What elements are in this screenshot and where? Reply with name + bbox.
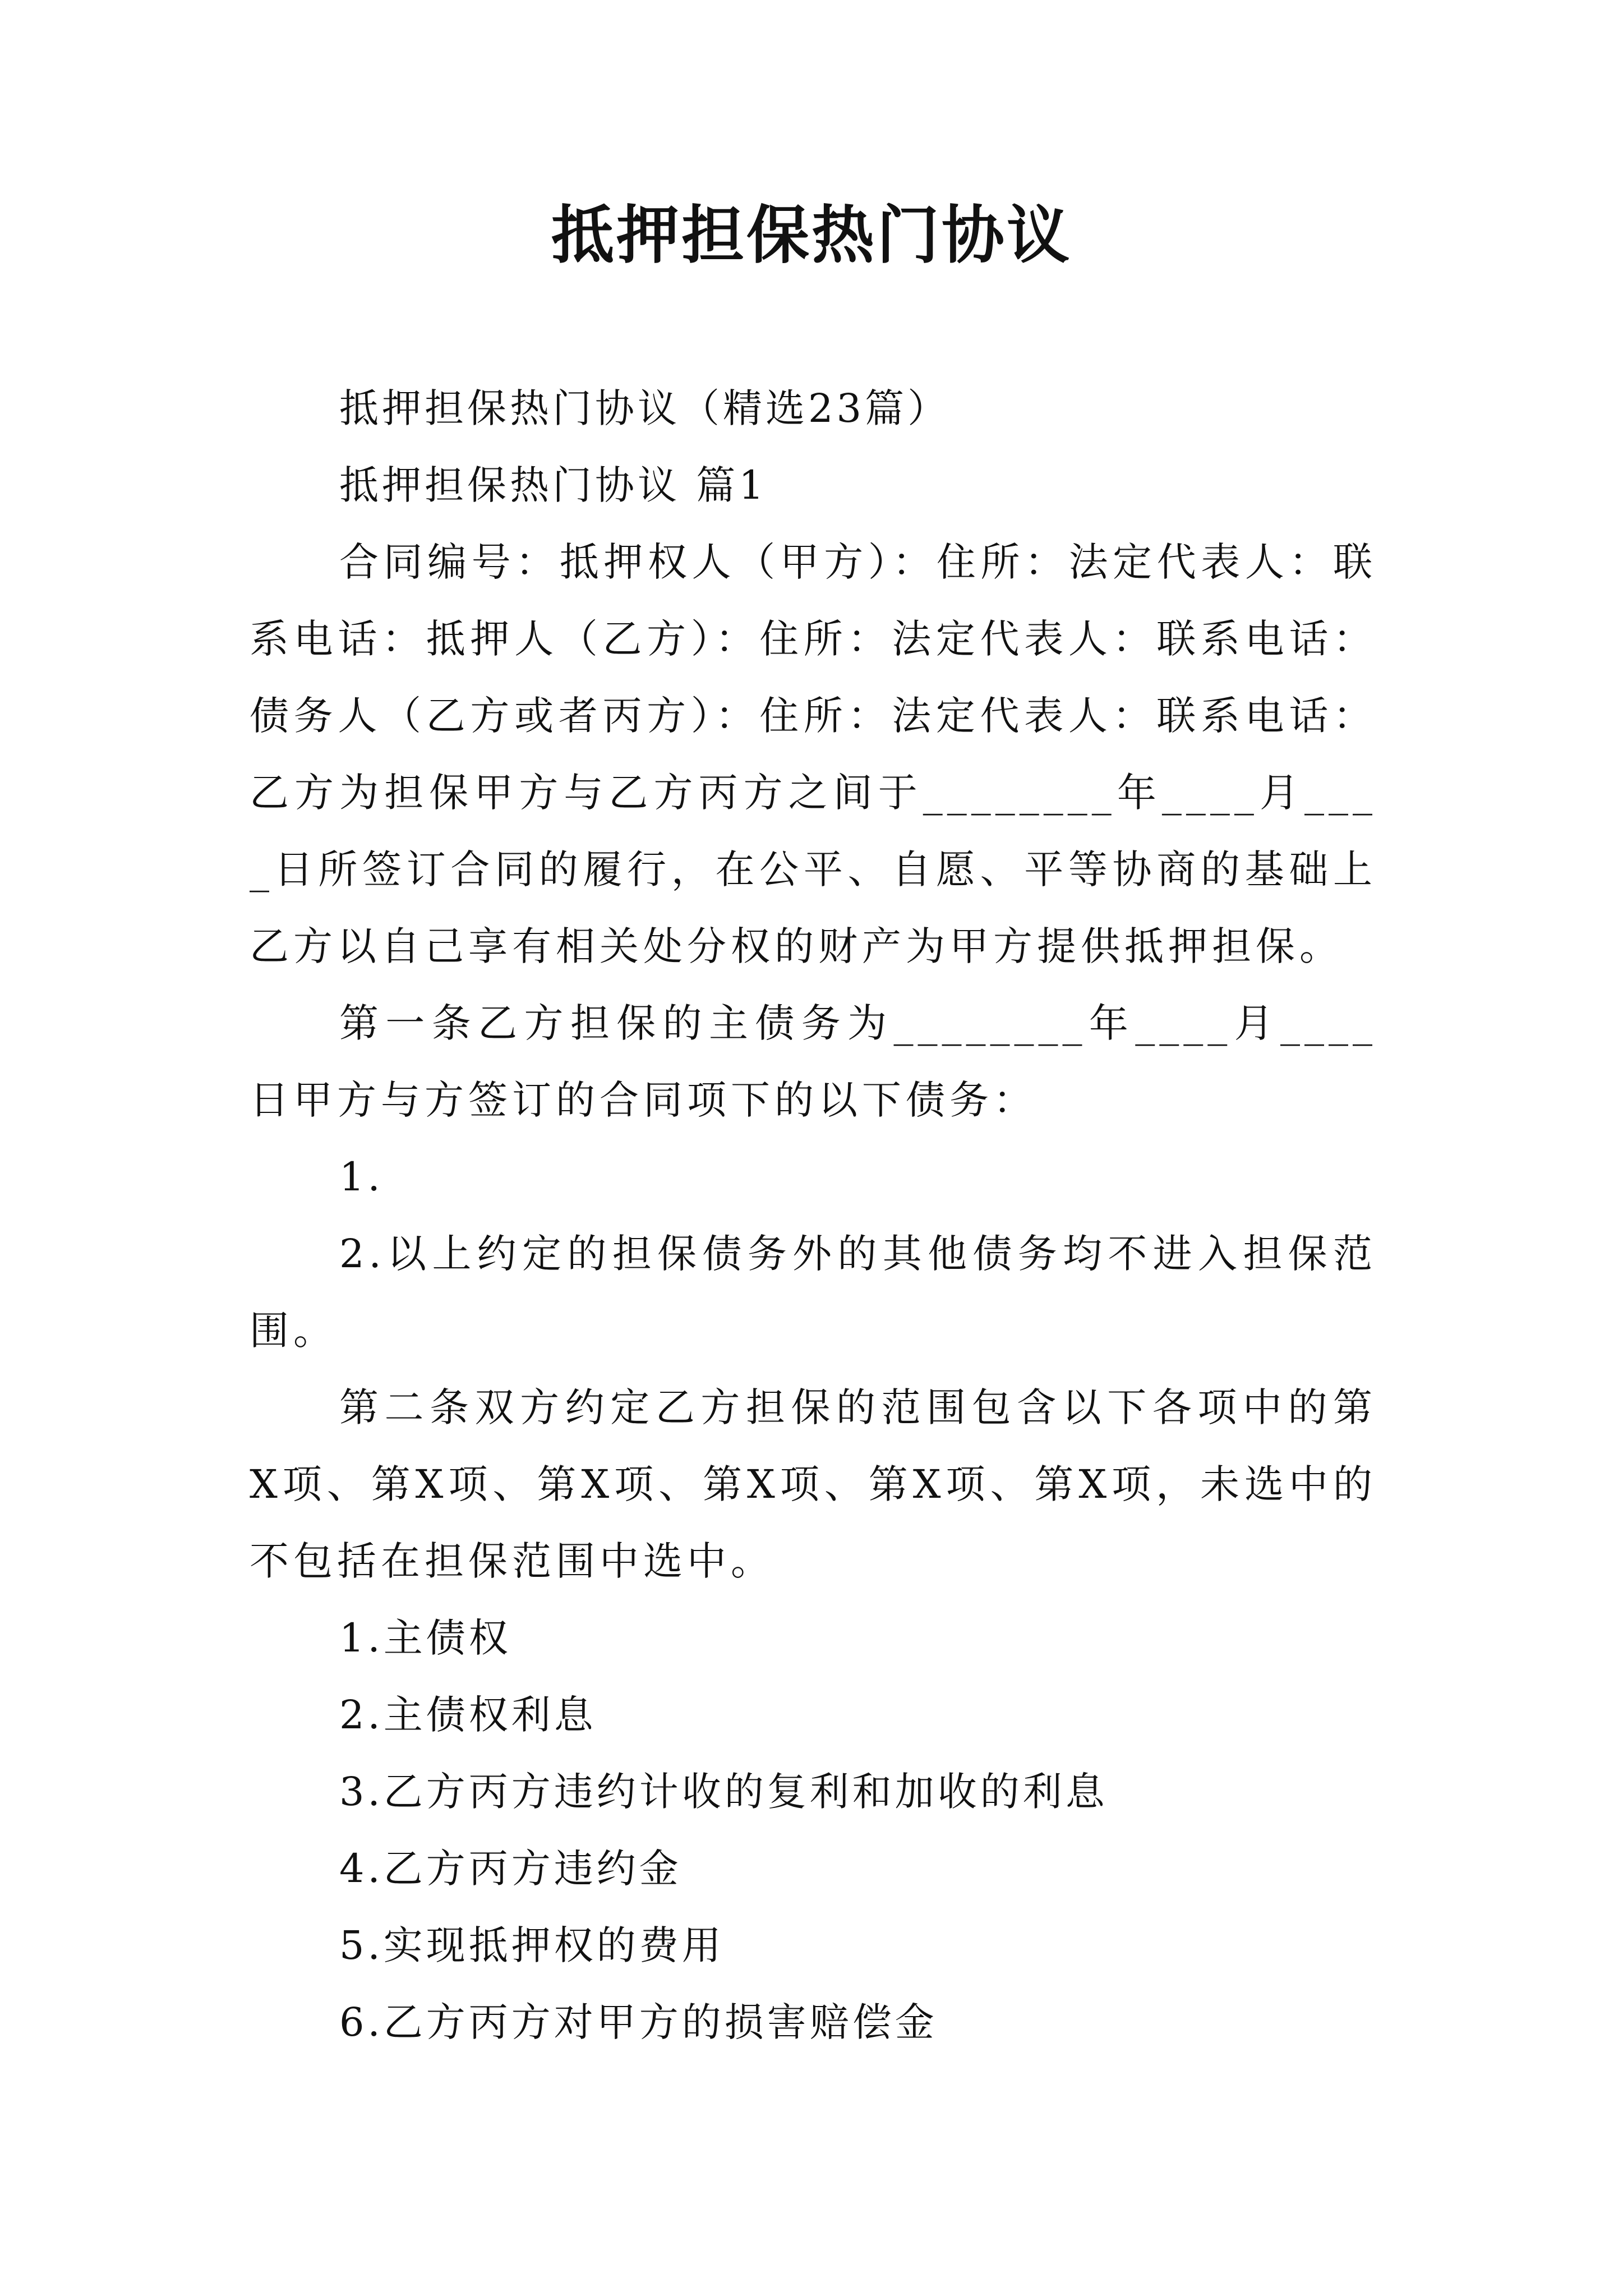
document-body xyxy=(250,370,1377,2061)
list-item: 1.主债权 xyxy=(339,1615,511,1661)
list-item: 1. xyxy=(339,1154,384,1200)
document-title: 抵押担保热门协议 xyxy=(551,199,1072,272)
paragraph-subtitle: 抵押担保热门协议（精选23篇） xyxy=(339,385,951,431)
list-item: 2.主债权利息 xyxy=(339,1692,597,1738)
list-item: 2.以上约定的担保债务外的其他债务均不进入担保范围。 xyxy=(250,1231,1377,1354)
list-item: 5.实现抵押权的费用 xyxy=(339,1922,725,1968)
paragraph-article-two: 第二条双方约定乙方担保的范围包含以下各项中的第X项、第X项、第X项、第X项、第X项、第X项，未选中的不包括在担保范围中选中。 xyxy=(250,1384,1377,1584)
list-item: 4.乙方丙方违约金 xyxy=(339,1846,682,1892)
list-item: 6.乙方丙方对甲方的损害赔偿金 xyxy=(339,1999,938,2045)
paragraph-article-one: 第一条乙方担保的主债务为________年____月____日甲方与方签订的合同项下的以下债务： xyxy=(250,1000,1377,1123)
paragraph-section-heading: 抵押担保热门协议 篇1 xyxy=(339,462,767,508)
list-item: 3.乙方丙方违约计收的复利和加收的利息 xyxy=(339,1769,1108,1815)
paragraph-contract-parties: 合同编号：抵押权人（甲方）：住所：法定代表人：联系电话：抵押人（乙方）：住所：法定代表人：联系电话：债务人（乙方或者丙方）：住所：法定代表人：联系电话：乙方为担保甲方与乙方丙方之间于________年____月____日所签订合同的履行，在公平、自愿、平等协商的基础上乙方以自己享有相关处分权的财产为甲方提供抵押担保。 xyxy=(250,539,1377,969)
